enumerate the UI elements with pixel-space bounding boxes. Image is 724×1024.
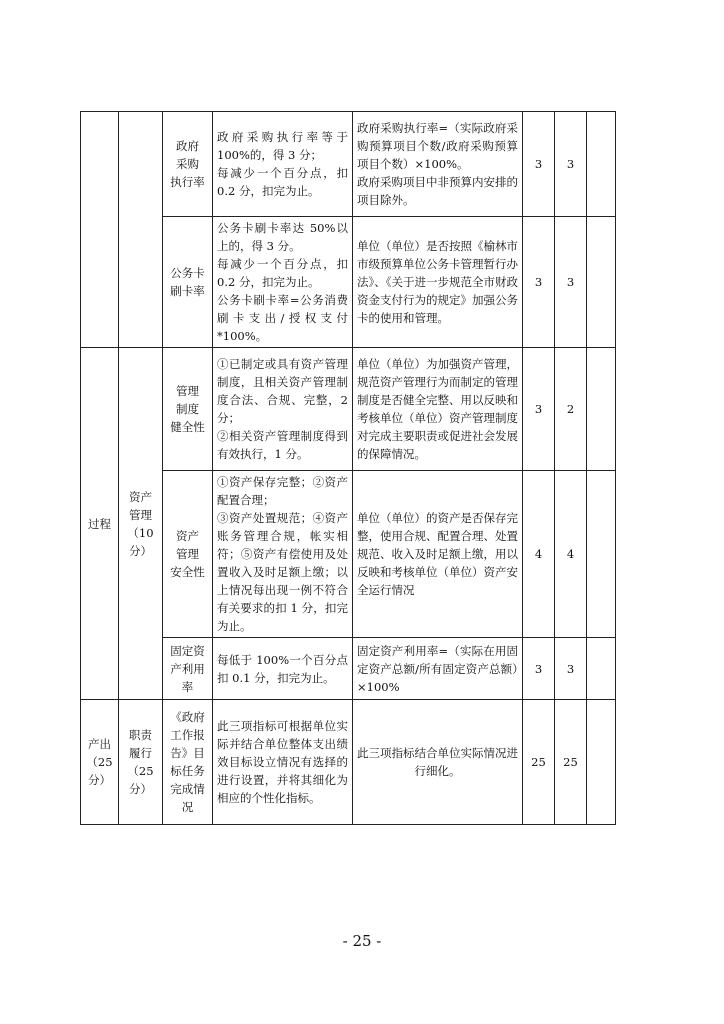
score-cell: 2	[555, 348, 587, 471]
weight-cell: 4	[523, 471, 555, 638]
table-row	[81, 700, 616, 825]
indicator-cell: 资产 管理 安全性	[163, 471, 213, 638]
remark-cell	[587, 348, 616, 471]
explanation-cell: 此三项指标结合单位实际情况进行细化。	[353, 700, 523, 825]
remark-cell	[587, 112, 616, 217]
subcategory-cell-empty	[119, 112, 163, 348]
category-cell-empty	[81, 112, 119, 348]
table-row	[81, 348, 616, 471]
indicator-cell: 固定资 产利用 率	[163, 638, 213, 700]
weight-cell: 3	[523, 348, 555, 471]
score-cell: 3	[555, 217, 587, 348]
standard-cell: 公务卡刷卡率达 50%以上的，得 3 分。 每减少一个百分点，扣 0.2 分，扣完为止。 公务卡刷卡率=公务消费刷卡支出/授权支付*100%。	[213, 217, 353, 348]
explanation-cell: 单位（单位）为加强资产管理，规范资产管理行为而制定的管理制度是否健全完整、用以反映和考核单位（单位）资产管理制度对完成主要职责或促进社会发展的保障情况。	[353, 348, 523, 471]
weight-cell: 3	[523, 112, 555, 217]
standard-cell: 此三项指标可根据单位实际并结合单位整体支出绩效目标设立情况有选择的进行设置，并将其细化为相应的个性化指标。	[213, 700, 353, 825]
table-row	[81, 112, 616, 217]
explanation-cell: 单位（单位）是否按照《榆林市市级预算单位公务卡管理暂行办法》、《关于进一步规范全市财政资金支付行为的规定》加强公务卡的使用和管理。	[353, 217, 523, 348]
indicator-cell: 公务卡 刷卡率	[163, 217, 213, 348]
standard-cell: ①已制定或具有资产管理制度，且相关资产管理制度合法、合规、完整，2 分； ②相关资产管理制度得到有效执行，1 分。	[213, 348, 353, 471]
subcategory-cell: 资产 管理 （10 分）	[119, 348, 163, 700]
weight-cell: 3	[523, 638, 555, 700]
score-cell: 3	[555, 112, 587, 217]
explanation-cell: 固定资产利用率=（实际在用固定资产总额/所有固定资产总额）×100%	[353, 638, 523, 700]
subcategory-cell: 职责 履行 （25 分）	[119, 700, 163, 825]
standard-cell: 每低于 100%一个百分点扣 0.1 分，扣完为止。	[213, 638, 353, 700]
remark-cell	[587, 700, 616, 825]
indicator-cell: 《政府 工作报 告》目 标任务 完成情 况	[163, 700, 213, 825]
weight-cell: 25	[523, 700, 555, 825]
category-cell: 过程	[81, 348, 119, 700]
explanation-cell: 单位（单位）的资产是否保存完整，使用合规、配置合理、处置规范、收入及时足额上缴，用以反映和考核单位（单位）资产安全运行情况	[353, 471, 523, 638]
weight-cell: 3	[523, 217, 555, 348]
standard-cell: ①资产保存完整；②资产配置合理； ③资产处置规范；④资产账务管理合规，帐实相符；⑤资产有偿使用及处置收入及时足额上缴；以上情况每出现一例不符合有关要求的扣 1 分，扣完为止。	[213, 471, 353, 638]
standard-cell: 政府采购执行率等于100%的，得 3 分； 每减少一个百分点，扣 0.2 分，扣完为止。	[213, 112, 353, 217]
page-number: - 25 -	[342, 932, 382, 950]
indicator-cell: 管理 制度 健全性	[163, 348, 213, 471]
explanation-cell: 政府采购执行率=（实际政府采购预算项目个数/政府采购预算项目个数）×100%。 政府采购项目中非预算内安排的项目除外。	[353, 112, 523, 217]
score-cell: 25	[555, 700, 587, 825]
remark-cell	[587, 217, 616, 348]
remark-cell	[587, 471, 616, 638]
score-cell: 4	[555, 471, 587, 638]
remark-cell	[587, 638, 616, 700]
evaluation-table	[80, 111, 616, 825]
indicator-cell: 政府 采购 执行率	[163, 112, 213, 217]
score-cell: 3	[555, 638, 587, 700]
category-cell: 产出 （25 分）	[81, 700, 119, 825]
